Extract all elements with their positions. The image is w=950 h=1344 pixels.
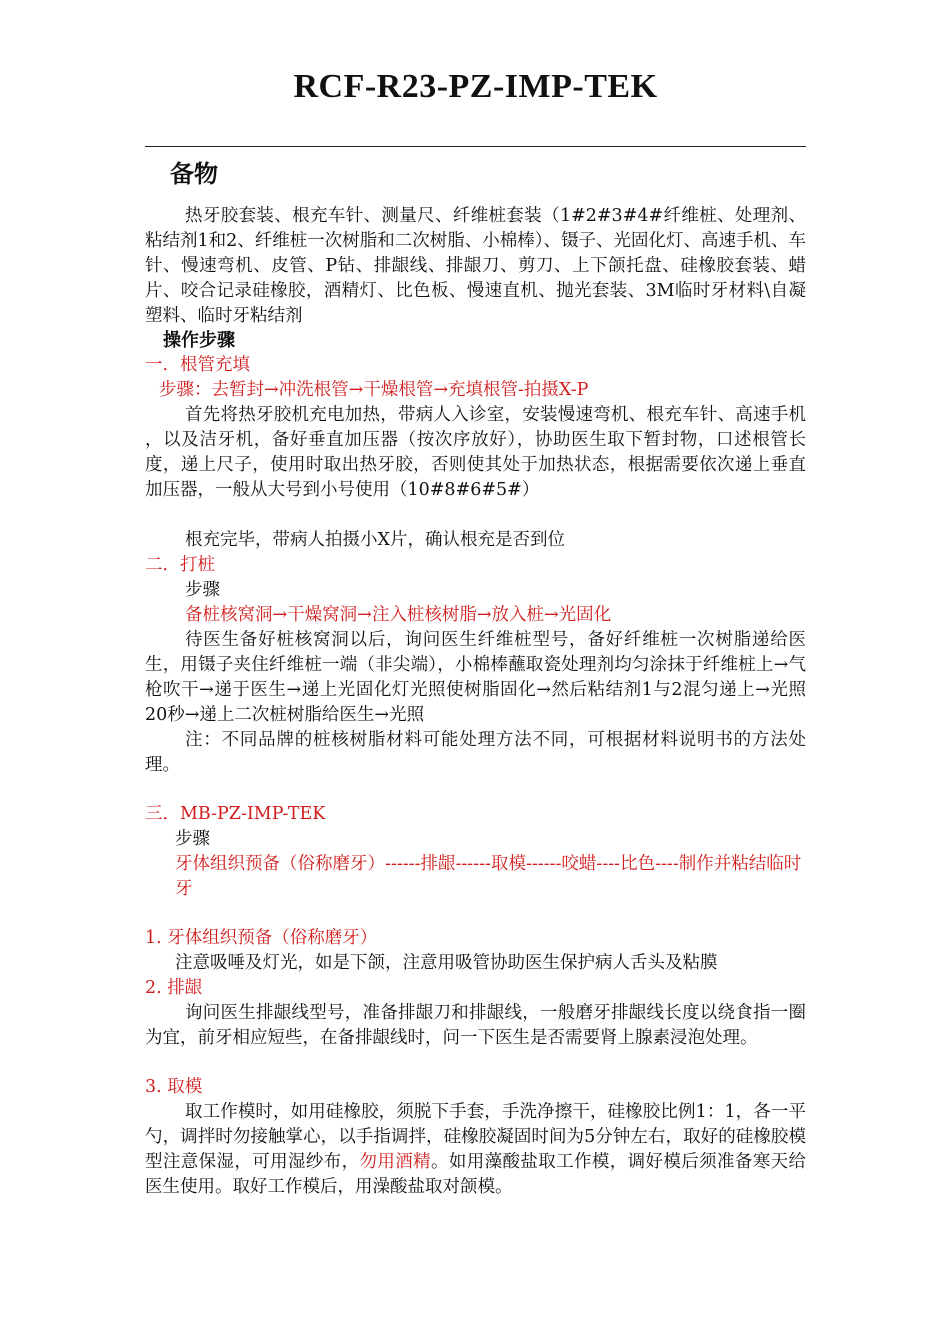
document-title: RCF-R23-PZ-IMP-TEK (293, 68, 658, 105)
sec3-steps-label: 步骤 (175, 829, 210, 849)
sub3-text-a: 取工作模时，如用硅橡胶，须脱下手套，手洗净擦干，硅橡胶比例1：1，各一平勺，调拌时勿接触掌心，以手指调拌，硅橡胶凝固时间为5分钟左右，取好的硅橡胶模型注意保湿，可用湿纱布， (145, 1102, 806, 1172)
sec1-para2: 根充完毕，带病人拍摄小X片，确认根充是否到位 (185, 530, 565, 550)
sec3-steps: 牙体组织预备（俗称磨牙）------排龈------取模------咬蜡----比色----制作并粘结临时牙 (175, 854, 802, 899)
sec2-heading: 二．打桩 (145, 555, 215, 575)
beiwu-heading: 备物 (170, 159, 218, 188)
sec2-steps-label: 步骤 (185, 580, 220, 600)
sub1-text: 注意吸唾及灯光，如是下颌，注意用吸管协助医生保护病人舌头及粘膜 (175, 953, 718, 973)
sec2-steps: 备桩核窝洞→干燥窝洞→注入桩核树脂→放入桩→光固化 (185, 605, 612, 625)
sec1-para1: 首先将热牙胶机充电加热，带病人入诊室，安装慢速弯机、根充车针、高速手机 ，以及洁牙机，备好垂直加压器（按次序放好），协助医生取下暂封物，口述根管长度，递上尺子，使用时取出热牙胶，否则使其处于加热状态，根据需要依次递上垂直加压器，一般从大号到小号使用（10#8#6#5#） (145, 405, 806, 500)
sub3-heading: 3. 取模 (145, 1077, 203, 1097)
sub2-text: 询问医生排龈线型号，准备排龈刀和排龈线，一般磨牙排龈线长度以绕食指一圈为宜，前牙相应短些，在备排龈线时，问一下医生是否需要肾上腺素浸泡处理。 (145, 1003, 806, 1048)
sec1-heading: 一．根管充填 (145, 355, 250, 375)
sec3-heading (145, 802, 806, 827)
title-divider (145, 146, 806, 147)
sec2-note: 注：不同品牌的桩核树脂材料可能处理方法不同，可根据材料说明书的方法处理。 (145, 730, 806, 775)
sec3-heading-text: 三．MB-PZ-IMP-TEK (145, 804, 326, 824)
sec2-para1: 待医生备好桩核窝洞以后，询问医生纤维桩型号，备好纤维桩一次树脂递给医生，用镊子夹住纤维桩一端（非尖端），小棉棒蘸取瓷处理剂均匀涂抹于纤维桩上→气枪吹干→递于医生→递上光固化灯光照使树脂固化→然后粘结剂1与2混匀递上→光照20秒→递上二次桩树脂给医生→光照 (145, 630, 806, 725)
sub3-text-warning: 勿用酒精 (359, 1152, 431, 1172)
sub1-heading: 1. 牙体组织预备（俗称磨牙） (145, 928, 378, 948)
ops-heading: 操作步骤 (163, 330, 235, 351)
sub3-text (145, 1100, 806, 1200)
sec1-steps: 步骤：去暂封→冲洗根管→干燥根管→充填根管-拍摄X-P (159, 380, 589, 400)
sub2-heading: 2. 排龈 (145, 978, 203, 998)
beiwu-text: 热牙胶套装、根充车针、测量尺、纤维桩套装（1#2#3#4#纤维桩、处理剂、粘结剂1和2、纤维桩一次树脂和二次树脂、小棉棒）、镊子、光固化灯、高速手机、车针、慢速弯机、皮管、P钻、排龈线、排龈刀、剪刀、上下颌托盘、硅橡胶套装、蜡片、咬合记录硅橡胶，酒精灯、比色板、慢速直机、抛光套装、3M临时牙材料\自凝塑料、临时牙粘结剂 (145, 206, 807, 326)
sub3-text-b: 。如用藻酸盐取工作模，调好模后须准备寒天给医生使用。取好工作模后，用澡酸盐取对颌模。 (145, 1152, 806, 1197)
